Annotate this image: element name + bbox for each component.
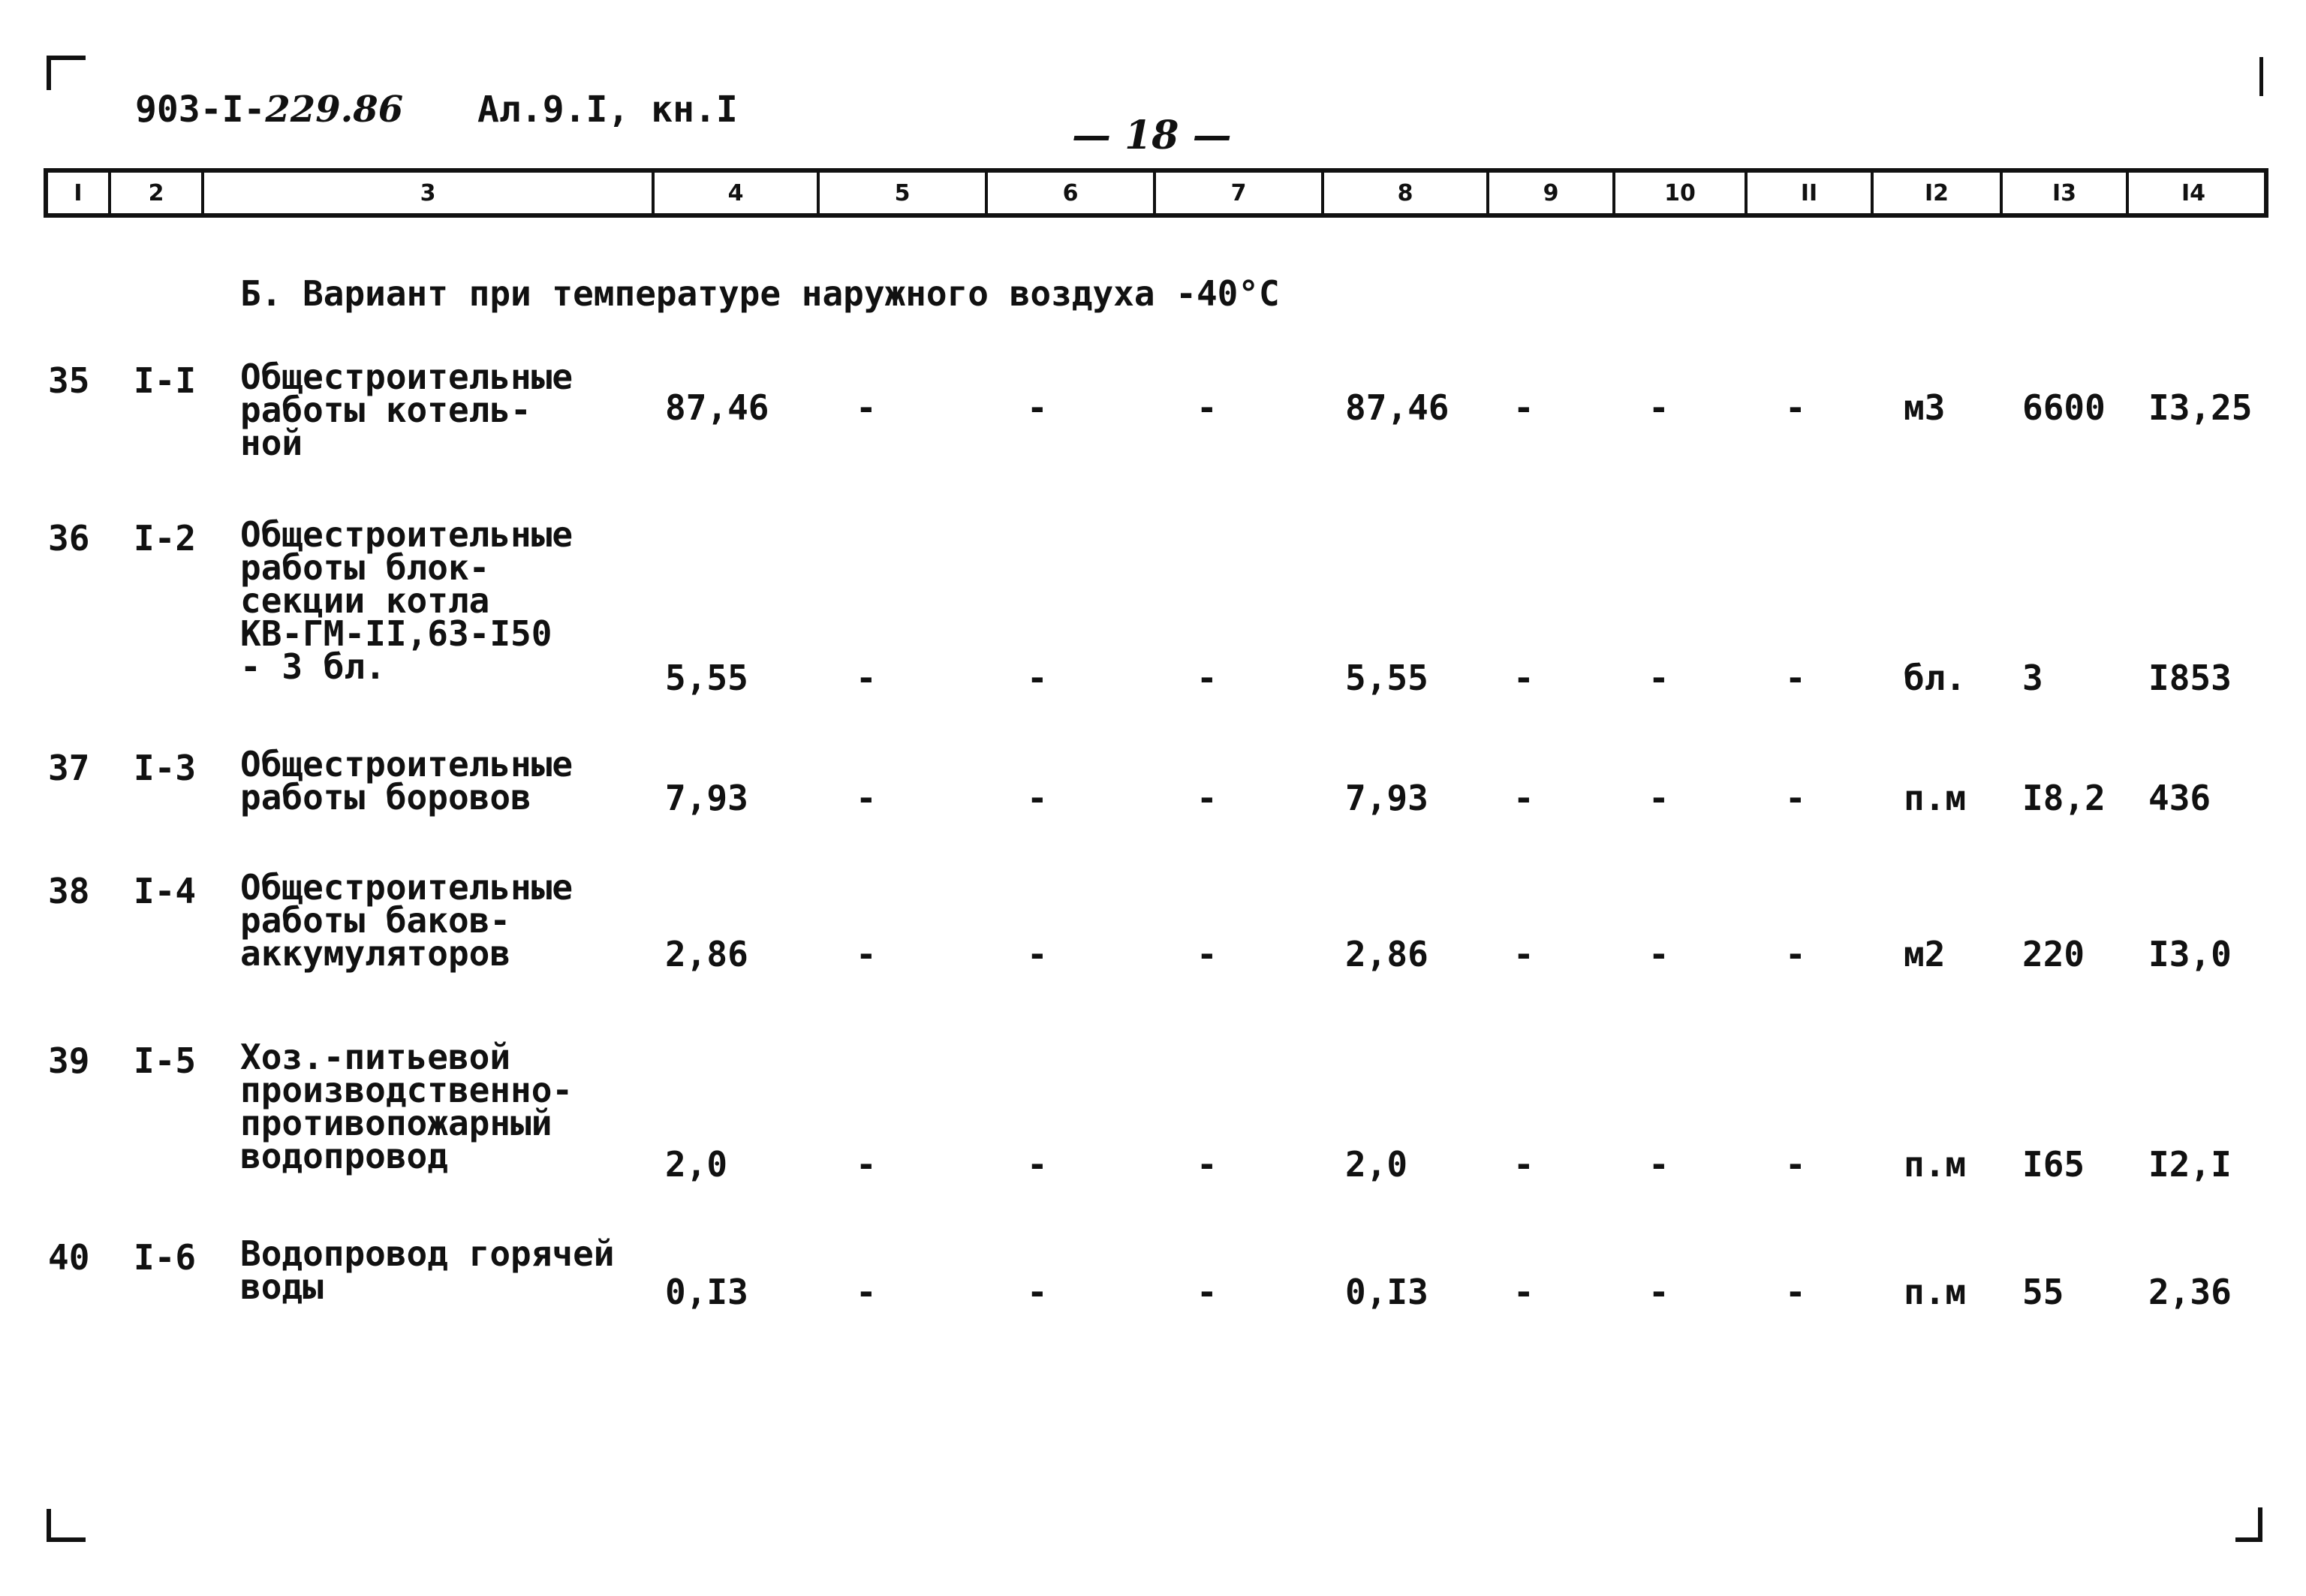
column-number-cell: 6 [988, 173, 1156, 213]
column-number-cell: 10 [1615, 173, 1748, 213]
document-code [135, 89, 403, 131]
cell-c6: - [1027, 934, 1048, 974]
cell-c14: I2,I [2148, 1144, 2232, 1185]
column-number-cell: I [48, 173, 111, 213]
page-number: — 18 — [1072, 113, 1232, 158]
corner-mark-top-left [47, 56, 86, 90]
column-number-cell: 4 [655, 173, 820, 213]
cell-c10: - [1648, 658, 1669, 698]
cell-desc: Водопровод горячей воды [240, 1233, 615, 1307]
corner-mark-top-right [2259, 57, 2263, 96]
cell-c14: 2,36 [2148, 1272, 2232, 1312]
cell-num: 37 [48, 748, 90, 788]
cell-code: I-4 [134, 871, 197, 911]
cell-c5: - [856, 934, 877, 974]
cell-c4: 0,I3 [665, 1272, 748, 1312]
cell-qty: 3 [2022, 658, 2043, 698]
cell-c7: - [1197, 1144, 1218, 1185]
cell-c5: - [856, 1144, 877, 1185]
document-code-prefix: 903-I- [135, 89, 266, 131]
cell-unit: п.м [1904, 778, 1967, 818]
cell-c9: - [1513, 934, 1534, 974]
cell-c4: 7,93 [665, 778, 748, 818]
cell-c6: - [1027, 1144, 1048, 1185]
cell-c8: 0,I3 [1345, 1272, 1428, 1312]
cell-code: I-2 [134, 518, 197, 559]
cell-desc: Общестроительные работы котель- ной [240, 357, 573, 463]
cell-c5: - [856, 778, 877, 818]
column-number-cell: I3 [2003, 173, 2129, 213]
cell-c5: - [856, 658, 877, 698]
column-number-cell: 7 [1156, 173, 1324, 213]
cell-c5: - [856, 387, 877, 428]
cell-c9: - [1513, 658, 1534, 698]
cell-c5: - [856, 1272, 877, 1312]
column-number-cell: 9 [1489, 173, 1615, 213]
column-number-cell: I2 [1874, 173, 2003, 213]
column-number-cell: II [1748, 173, 1874, 213]
cell-unit: бл. [1904, 658, 1967, 698]
cell-c11: - [1785, 387, 1806, 428]
column-number-cell: I4 [2181, 179, 2206, 206]
cell-code: I-I [134, 360, 197, 401]
cell-c11: - [1785, 1272, 1806, 1312]
cell-c10: - [1648, 934, 1669, 974]
column-number-cell: 2 [111, 173, 204, 213]
cell-c6: - [1027, 1272, 1048, 1312]
cell-c11: - [1785, 1144, 1806, 1185]
cell-c14: I3,25 [2148, 387, 2253, 428]
corner-mark-bottom-right [2235, 1507, 2262, 1542]
cell-c14: I3,0 [2148, 934, 2232, 974]
cell-c4: 87,46 [665, 387, 769, 428]
cell-c11: - [1785, 658, 1806, 698]
cell-num: 39 [48, 1040, 90, 1081]
column-number-cell: 8 [1324, 173, 1489, 213]
cell-c9: - [1513, 1272, 1534, 1312]
cell-c6: - [1027, 658, 1048, 698]
album-reference: Ал.9.I, кн.I [477, 89, 738, 131]
cell-desc: Общестроительные работы боровов [240, 744, 573, 818]
column-number-cell: 3 [204, 173, 655, 213]
cell-qty: I65 [2022, 1144, 2085, 1185]
cell-desc: Общестроительные работы баков- аккумуляторов [240, 867, 573, 974]
cell-c7: - [1197, 387, 1218, 428]
cell-qty: 6600 [2022, 387, 2106, 428]
cell-c7: - [1197, 934, 1218, 974]
cell-code: I-6 [134, 1237, 197, 1278]
corner-mark-bottom-left [47, 1509, 86, 1542]
column-number-cell: 5 [820, 173, 988, 213]
cell-c11: - [1785, 934, 1806, 974]
cell-c9: - [1513, 778, 1534, 818]
cell-num: 40 [48, 1237, 90, 1278]
cell-c4: 2,86 [665, 934, 748, 974]
cell-c7: - [1197, 658, 1218, 698]
cell-code: I-5 [134, 1040, 197, 1081]
section-title: Б. Вариант при температуре наружного воздуха -40°C [240, 273, 1280, 314]
cell-c8: 87,46 [1345, 387, 1450, 428]
cell-c6: - [1027, 778, 1048, 818]
column-number-header [44, 168, 2268, 218]
cell-c10: - [1648, 1272, 1669, 1312]
cell-c4: 2,0 [665, 1144, 728, 1185]
cell-qty: 220 [2022, 934, 2085, 974]
cell-unit: м3 [1904, 387, 1946, 428]
cell-c10: - [1648, 1144, 1669, 1185]
cell-c9: - [1513, 1144, 1534, 1185]
cell-c11: - [1785, 778, 1806, 818]
cell-qty: 55 [2022, 1272, 2064, 1312]
cell-c6: - [1027, 387, 1048, 428]
cell-num: 35 [48, 360, 90, 401]
cell-qty: I8,2 [2022, 778, 2106, 818]
cell-c10: - [1648, 387, 1669, 428]
cell-c7: - [1197, 1272, 1218, 1312]
cell-unit: п.м [1904, 1272, 1967, 1312]
cell-c8: 2,0 [1345, 1144, 1408, 1185]
cell-c8: 2,86 [1345, 934, 1428, 974]
cell-c8: 5,55 [1345, 658, 1428, 698]
cell-desc: Общестроительные работы блок- секции котла КВ-ГМ-II,63-I50 - 3 бл. [240, 514, 573, 687]
cell-num: 36 [48, 518, 90, 559]
cell-unit: п.м [1904, 1144, 1967, 1185]
cell-c7: - [1197, 778, 1218, 818]
cell-c9: - [1513, 387, 1534, 428]
cell-c14: I853 [2148, 658, 2232, 698]
document-code-handwritten: 229.86 [265, 89, 404, 131]
cell-c10: - [1648, 778, 1669, 818]
cell-c4: 5,55 [665, 658, 748, 698]
cell-unit: м2 [1904, 934, 1946, 974]
cell-desc: Хоз.-питьевой производственно- противопожарный водопровод [240, 1037, 573, 1176]
cell-c14: 436 [2148, 778, 2211, 818]
cell-c8: 7,93 [1345, 778, 1428, 818]
cell-code: I-3 [134, 748, 197, 788]
cell-num: 38 [48, 871, 90, 911]
